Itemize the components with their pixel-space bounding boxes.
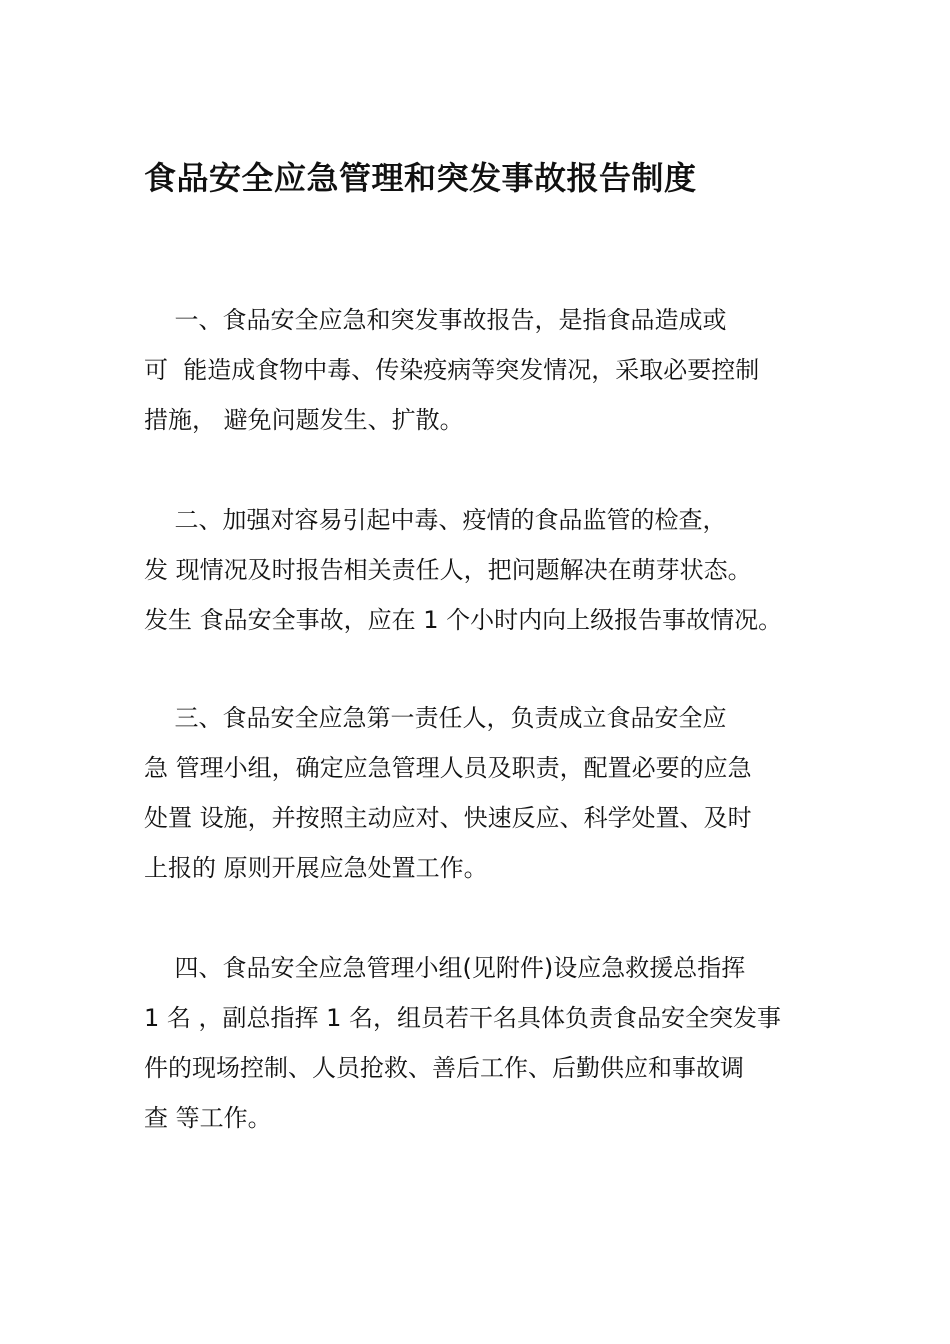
paragraph-4: [144, 943, 814, 1143]
paragraph-line: 发 现情况及时报告相关责任人，把问题解决在萌芽状态。: [144, 556, 752, 584]
paragraph-line: 上报的 原则开展应急处置工作。: [144, 854, 488, 882]
paragraph-line: 一、食品安全应急和突发事故报告，是指食品造成或: [144, 306, 727, 334]
paragraph-line: 发生 食品安全事故，应在 1 个小时内向上级报告事故情况。: [144, 606, 783, 634]
paragraph-line: 1 名 ，副总指挥 1 名，组员若干名具体负责食品安全突发事: [144, 1004, 782, 1032]
paragraph-1: [144, 295, 814, 445]
paragraph-3: [144, 693, 814, 893]
paragraph-line: 三、食品安全应急第一责任人，负责成立食品安全应: [144, 704, 727, 732]
document-title: 食品安全应急管理和突发事故报告制度: [144, 159, 697, 197]
paragraph-2: [144, 495, 814, 645]
paragraph-line: 四、食品安全应急管理小组(见附件)设应急救援总指挥: [144, 954, 746, 982]
paragraph-line: 处置 设施，并按照主动应对、快速反应、科学处置、及时: [144, 804, 752, 832]
paragraph-line: 措施， 避免问题发生、扩散。: [144, 406, 464, 434]
paragraph-line: 急 管理小组，确定应急管理人员及职责，配置必要的应急: [144, 754, 752, 782]
paragraph-line: 可 能造成食物中毒、传染疫病等突发情况，采取必要控制: [144, 356, 760, 384]
paragraph-line: 件的现场控制、人员抢救、善后工作、后勤供应和事故调: [144, 1054, 744, 1082]
paragraph-line: 查 等工作。: [144, 1104, 272, 1132]
paragraph-line: 二、加强对容易引起中毒、疫情的食品监管的检查，: [144, 506, 727, 534]
